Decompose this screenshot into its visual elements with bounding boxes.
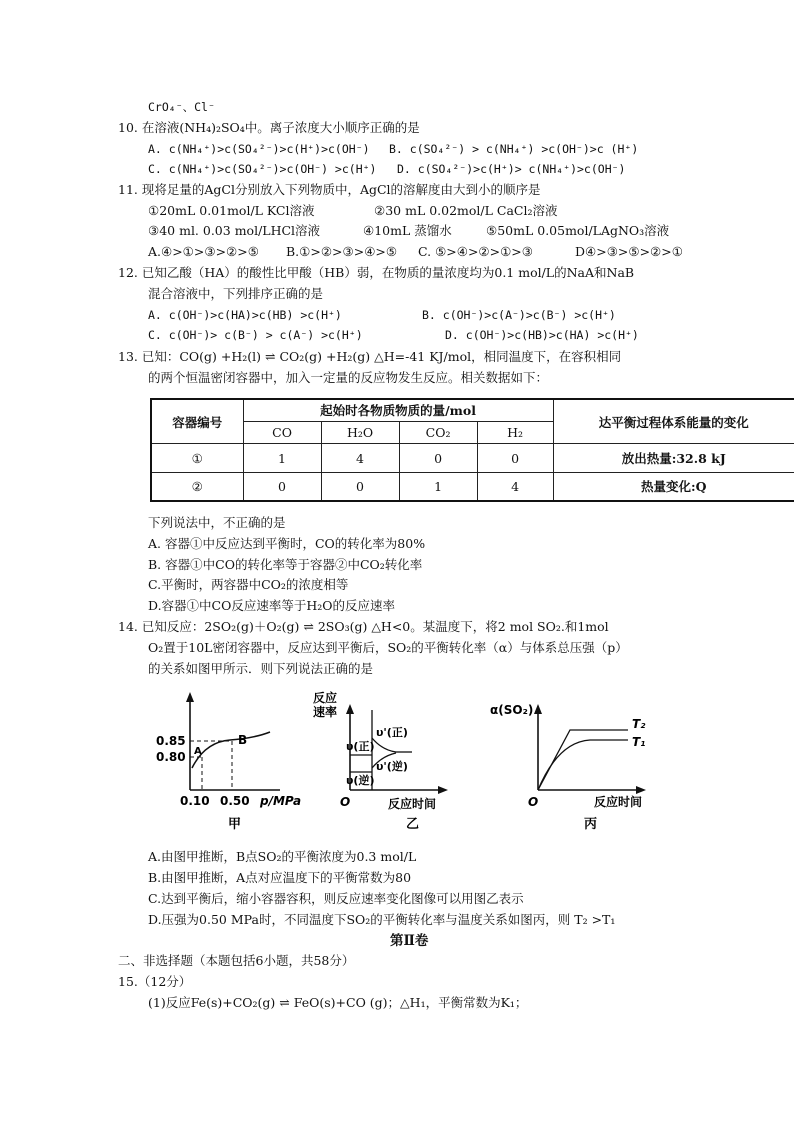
q13-option-b: B. 容器①中CO的转化率等于容器②中CO₂转化率	[148, 557, 423, 572]
q14-option-c: C.达到平衡后，缩小容器容积，则反应速率变化图像可以用图乙表示	[148, 891, 524, 906]
yi-caption: 乙	[406, 817, 420, 832]
figure-bing	[490, 703, 646, 832]
q12-option-d: D. c(OH⁻)>c(HB)>c(HA) >c(H⁺)	[445, 328, 639, 342]
q13-option-a: A. 容器①中反应达到平衡时，CO的转化率为80%	[148, 536, 426, 551]
q11-item-5: ⑤50mL 0.05mol/LAgNO₃溶液	[486, 223, 670, 238]
jia-xunit: p/MPa	[260, 794, 302, 808]
q11-option-b: B.①>②>③>④>⑤	[286, 244, 398, 259]
q14-option-b: B.由图甲推断，A点对应温度下的平衡常数为80	[148, 870, 412, 885]
table-cell: 0	[321, 472, 399, 501]
q10-option-d: D. c(SO₄²⁻)>c(H⁺)> c(NH₄⁺)>c(OH⁻)	[397, 162, 626, 176]
header-container: 容器编号	[151, 399, 243, 444]
row-id: ②	[151, 472, 243, 501]
bing-origin: O	[528, 795, 539, 809]
q11-item-4: ④10mL 蒸馏水	[363, 223, 452, 238]
question-13-cont: 的两个恒温密闭容器中，加入一定量的反应物发生反应。相关数据如下：	[148, 370, 549, 385]
table-cell: 0	[399, 444, 477, 473]
question-11: 11. 现将足量的AgCl分别放入下列物质中，AgCl的溶解度由大到小的顺序是	[118, 182, 541, 197]
bing-t1: T₁	[632, 735, 646, 749]
jia-caption: 甲	[228, 817, 242, 832]
question-15-part-1: (1)反应Fe(s)+CO₂(g) ⇌ FeO(s)+CO (g)；△H₁，平衡常数为K₁；	[148, 995, 528, 1010]
q10-option-a: A. c(NH₄⁺)>c(SO₄²⁻)>c(H⁺)>c(OH⁻)	[148, 142, 370, 156]
bing-ylabel: α(SO₂)	[490, 703, 534, 717]
figure-jia	[156, 692, 301, 832]
yi-v-forward2: υ'(正)	[376, 726, 408, 739]
jia-ytick: 0.80	[156, 750, 186, 764]
q11-item-2: ②30 mL 0.02mol/L CaCl₂溶液	[374, 203, 558, 218]
jia-point-a: A	[194, 746, 202, 757]
table-cell: 0	[477, 444, 553, 473]
figure-yi	[313, 690, 448, 832]
row-id: ①	[151, 444, 243, 473]
q12-option-a: A. c(OH⁻)>c(HA)>c(HB) >c(H⁺)	[148, 308, 342, 322]
subheader-co: CO	[243, 421, 321, 443]
jia-point-b: B	[238, 733, 248, 747]
continued-line: CrO₄⁻、Cl⁻	[148, 100, 215, 114]
q13-option-d: D.容器①中CO反应速率等于H₂O的反应速率	[148, 598, 396, 613]
bing-t2: T₂	[632, 717, 646, 731]
yi-xlabel: 反应时间	[388, 797, 437, 811]
data-table	[150, 398, 794, 502]
header-start-amount: 起始时各物质物质的量/mol	[243, 399, 553, 421]
jia-xtick: 0.50	[220, 794, 250, 808]
question-14-cont: O₂置于10L密闭容器中，反应达到平衡后，SO₂的平衡转化率（α）与体系总压强（p）	[148, 640, 628, 655]
yi-origin: O	[340, 795, 351, 809]
jia-ytick: 0.85	[156, 734, 186, 748]
table-cell: 0	[243, 472, 321, 501]
table-cell: 1	[399, 472, 477, 501]
figure-group	[150, 690, 670, 840]
yi-v-forward: υ(正)	[346, 740, 375, 753]
bing-xlabel: 反应时间	[594, 795, 643, 809]
subheader-h2o: H₂O	[321, 421, 399, 443]
q11-option-c: C. ⑤>④>②>①>③	[418, 244, 533, 259]
question-12-cont: 混合溶液中，下列排序正确的是	[148, 286, 324, 301]
table-cell-energy: 热量变化:Q	[553, 472, 794, 501]
q13-option-c: C.平衡时，两容器中CO₂的浓度相等	[148, 577, 349, 592]
q11-item-1: ①20mL 0.01mol/L KCl溶液	[148, 203, 315, 218]
q11-option-d: D④>③>⑤>②>①	[575, 244, 683, 259]
q14-option-d: D.压强为0.50 MPa时，不同温度下SO₂的平衡转化率与温度关系如图丙，则 T₂ >T₁	[148, 912, 616, 927]
question-15: 15.（12分）	[118, 974, 192, 989]
header-energy: 达平衡过程体系能量的变化	[553, 399, 794, 444]
q12-option-b: B. c(OH⁻)>c(A⁻)>c(B⁻) >c(H⁺)	[422, 308, 616, 322]
table-cell: 4	[477, 472, 553, 501]
table-cell: 4	[321, 444, 399, 473]
part-two-title: 第Ⅱ卷	[390, 933, 429, 949]
q10-option-b: B. c(SO₄²⁻) > c(NH₄⁺) >c(OH⁻)>c (H⁺)	[389, 142, 639, 156]
yi-ylabel: 反应	[313, 691, 338, 705]
question-13: 13. 已知：CO(g) +H₂(l) ⇌ CO₂(g) +H₂(g) △H=-41 KJ/mol，相同温度下，在容积相同	[118, 349, 622, 364]
subheader-co2: CO₂	[399, 421, 477, 443]
q11-item-3: ③40 ml. 0.03 mol/LHCl溶液	[148, 223, 321, 238]
table-cell-energy: 放出热量:32.8 kJ	[553, 444, 794, 473]
subheader-h2: H₂	[477, 421, 553, 443]
question-14-cont2: 的关系如图甲所示．则下列说法正确的是	[148, 661, 374, 676]
bing-caption: 丙	[584, 817, 598, 832]
q13-ask: 下列说法中，不正确的是	[148, 515, 286, 530]
jia-xtick: 0.10	[180, 794, 210, 808]
q14-option-a: A.由图甲推断，B点SO₂的平衡浓度为0.3 mol/L	[148, 849, 417, 864]
question-10: 10. 在溶液(NH₄)₂SO₄中。离子浓度大小顺序正确的是	[118, 120, 420, 135]
yi-v-reverse2: υ'(逆)	[376, 760, 408, 773]
q11-option-a: A.④>①>③>②>⑤	[148, 244, 259, 259]
yi-v-reverse: υ(逆)	[346, 774, 375, 787]
section-two-heading: 二、非选择题（本题包括6小题，共58分）	[118, 953, 355, 968]
table-cell: 1	[243, 444, 321, 473]
q12-option-c: C. c(OH⁻)> c(B⁻) > c(A⁻) >c(H⁺)	[148, 328, 363, 342]
yi-ylabel: 速率	[313, 705, 338, 719]
q10-option-c: C. c(NH₄⁺)>c(SO₄²⁻)>c(OH⁻) >c(H⁺)	[148, 162, 377, 176]
question-14: 14. 已知反应：2SO₂(g)＋O₂(g) ⇌ 2SO₃(g) △H<0。某温度下，将2 mol SO₂.和1mol	[118, 619, 609, 634]
question-12: 12. 已知乙酸（HA）的酸性比甲酸（HB）弱，在物质的量浓度均为0.1 mol/L的NaA和NaB	[118, 265, 635, 280]
